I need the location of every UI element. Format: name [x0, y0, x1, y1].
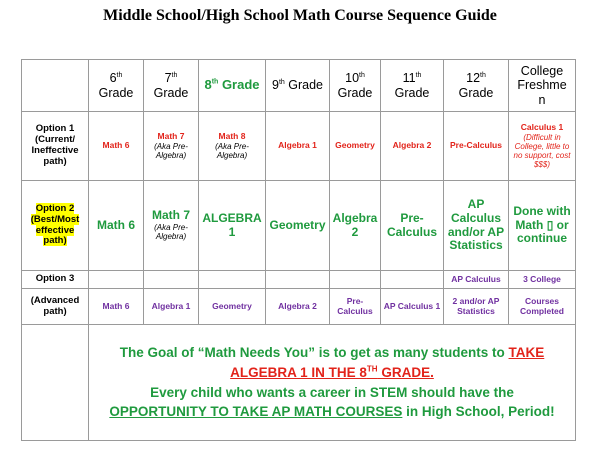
opt2-cell-college: Done with Math ▯ or continue: [509, 181, 576, 271]
opt3-cell-9th: Algebra 2: [266, 289, 330, 325]
option-1-label: Option 1 (Current/ Ineffective path): [22, 112, 89, 181]
option-3-label: Option 3: [22, 271, 89, 289]
opt3-top-6th: [89, 271, 144, 289]
opt1-cell-college: Calculus 1 (Difficult in College, little to no support, cost $$$): [509, 112, 576, 181]
opt3-top-10th: [330, 271, 381, 289]
opt3-cell-8th: Geometry: [199, 289, 266, 325]
opt3-cell-10th: Pre-Calculus: [330, 289, 381, 325]
option-2-row: [22, 181, 576, 271]
opt1-cell-11th: Algebra 2: [381, 112, 444, 181]
opt3-top-9th: [266, 271, 330, 289]
opt1-cell-6th: Math 6: [89, 112, 144, 181]
page-title: Middle School/High School Math Course Sequence Guide: [103, 7, 497, 24]
header-12th-grade: 12th Grade: [444, 60, 509, 112]
header-row: [22, 60, 576, 112]
opt2-cell-12th: AP Calculus and/or AP Statistics: [444, 181, 509, 271]
opt3-cell-7th: Algebra 1: [144, 289, 199, 325]
opt3-cell-12th: 2 and/or AP Statistics: [444, 289, 509, 325]
opt2-cell-9th: Geometry: [266, 181, 330, 271]
opt2-cell-8th: ALGEBRA 1: [199, 181, 266, 271]
opt1-cell-10th: Geometry: [330, 112, 381, 181]
header-college-freshmen: College Freshme n: [509, 60, 576, 112]
option-3-row: [22, 271, 576, 289]
opt3-cell-college: Courses Completed: [509, 289, 576, 325]
opt3-cell-11th: AP Calculus 1: [381, 289, 444, 325]
opt3-top-college: 3 College: [509, 271, 576, 289]
opt3-top-8th: [199, 271, 266, 289]
opt2-cell-7th: Math 7 (Aka Pre-Algebra): [144, 181, 199, 271]
opt2-cell-6th: Math 6: [89, 181, 144, 271]
header-7th-grade: 7th Grade: [144, 60, 199, 112]
advanced-path-label: (Advanced path): [22, 289, 89, 325]
goal-row: [22, 325, 576, 441]
opt3-top-11th: [381, 271, 444, 289]
opt1-cell-12th: Pre-Calculus: [444, 112, 509, 181]
goal-statement: The Goal of “Math Needs You” is to get as many students to TAKE ALGEBRA 1 IN THE 8TH GRADE. Every child who wants a career in STEM should have the OPPORTUNITY TO TAKE AP MATH COURSES in High School, Period!: [89, 325, 576, 441]
course-sequence-table: [21, 59, 576, 441]
opt1-cell-7th: Math 7 (Aka Pre-Algebra): [144, 112, 199, 181]
opt1-cell-9th: Algebra 1: [266, 112, 330, 181]
advanced-path-row: [22, 289, 576, 325]
header-11th-grade: 11th Grade: [381, 60, 444, 112]
opt1-cell-8th: Math 8 (Aka Pre-Algebra): [199, 112, 266, 181]
goal-empty-cell: [22, 325, 89, 441]
header-6th-grade: 6th Grade: [89, 60, 144, 112]
header-8th-grade: 8th Grade: [199, 60, 266, 112]
opt3-top-7th: [144, 271, 199, 289]
opt2-cell-10th: Algebra 2: [330, 181, 381, 271]
opt3-cell-6th: Math 6: [89, 289, 144, 325]
header-9th-grade: 9th Grade: [266, 60, 330, 112]
option-1-row: [22, 112, 576, 181]
option-2-label: Option 2 (Best/Most effective path): [22, 181, 89, 271]
header-10th-grade: 10th Grade: [330, 60, 381, 112]
corner-cell: [22, 60, 89, 112]
opt3-top-12th: AP Calculus: [444, 271, 509, 289]
opt2-cell-11th: Pre-Calculus: [381, 181, 444, 271]
